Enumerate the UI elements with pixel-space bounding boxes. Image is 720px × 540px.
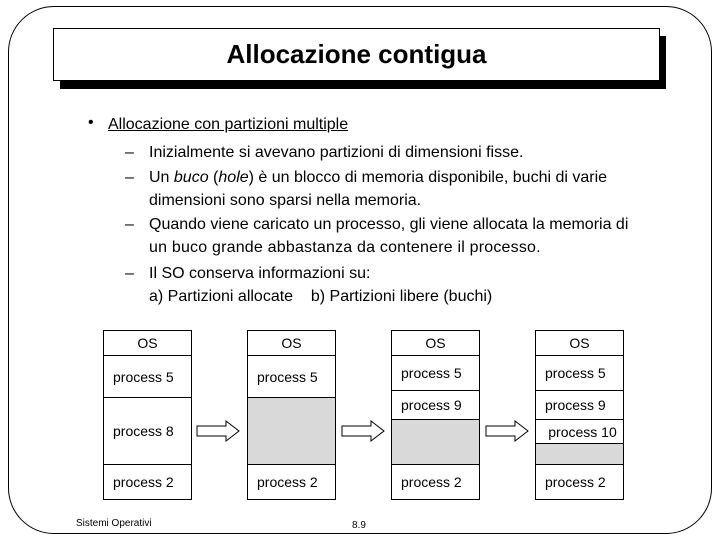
- process-2-block: process 2: [113, 474, 174, 490]
- process-9-block: process 9: [536, 391, 623, 420]
- main-bullet-text: Allocazione con partizioni multiple: [108, 116, 349, 133]
- process-2-block: process 2: [545, 474, 606, 490]
- text-fragment: Un: [149, 169, 174, 186]
- sub-item-2-line-2: dimensioni sono sparsi nella memoria.: [149, 192, 422, 209]
- memory-column-4: [535, 330, 624, 500]
- dash-icon: –: [125, 216, 134, 233]
- memory-column-1: [103, 330, 192, 500]
- process-5-block: process 5: [104, 356, 191, 398]
- sub-item-3-line-2: un buco grande abbastanza da contenere il processo.: [149, 239, 541, 256]
- free-hole-block: [536, 444, 623, 465]
- dash-icon: –: [125, 144, 134, 161]
- slide-title: Allocazione contigua: [53, 28, 660, 81]
- footer-course: Sistemi Operativi: [76, 518, 152, 529]
- free-hole-block: [392, 420, 479, 465]
- process-8-block: process 8: [104, 398, 191, 465]
- free-hole-block: [248, 398, 335, 465]
- process-5-block: process 5: [392, 356, 479, 391]
- text-fragment: ) è un blocco di memoria disponibile, buchi di varie: [248, 169, 608, 186]
- os-block: OS: [248, 331, 335, 356]
- process-10-block: process 10: [536, 420, 623, 444]
- os-block: OS: [104, 331, 191, 356]
- os-block: OS: [392, 331, 479, 356]
- footer-page-number: 8.9: [352, 520, 366, 531]
- right-arrow-icon: [196, 420, 240, 442]
- sub-item-1: Inizialmente si avevano partizioni di dimensioni fisse.: [149, 144, 524, 161]
- process-2-block: process 2: [257, 474, 318, 490]
- sub-item-4-line-1: Il SO conserva informazioni su:: [149, 265, 371, 282]
- process-5-block: process 5: [248, 356, 335, 398]
- memory-column-2: [247, 330, 336, 500]
- right-arrow-icon: [485, 420, 529, 442]
- dash-icon: –: [125, 265, 134, 282]
- os-block: OS: [536, 331, 623, 356]
- sub-item-2-line-1: [149, 166, 607, 189]
- process-5-block: process 5: [536, 356, 623, 391]
- sub-item-4-line-2: a) Partizioni allocate b) Partizioni libere (buchi): [149, 288, 493, 305]
- buco-term: buco: [173, 169, 209, 186]
- sub-item-3-line-1: Quando viene caricato un processo, gli viene allocata la memoria di: [149, 216, 629, 233]
- dash-icon: –: [125, 169, 134, 186]
- memory-column-3: [391, 330, 480, 500]
- right-arrow-icon: [341, 420, 385, 442]
- bullet-icon: •: [88, 114, 94, 131]
- process-2-block: process 2: [401, 474, 462, 490]
- text-fragment: (: [208, 169, 219, 186]
- process-9-block: process 9: [392, 391, 479, 420]
- hole-term: hole: [218, 169, 249, 186]
